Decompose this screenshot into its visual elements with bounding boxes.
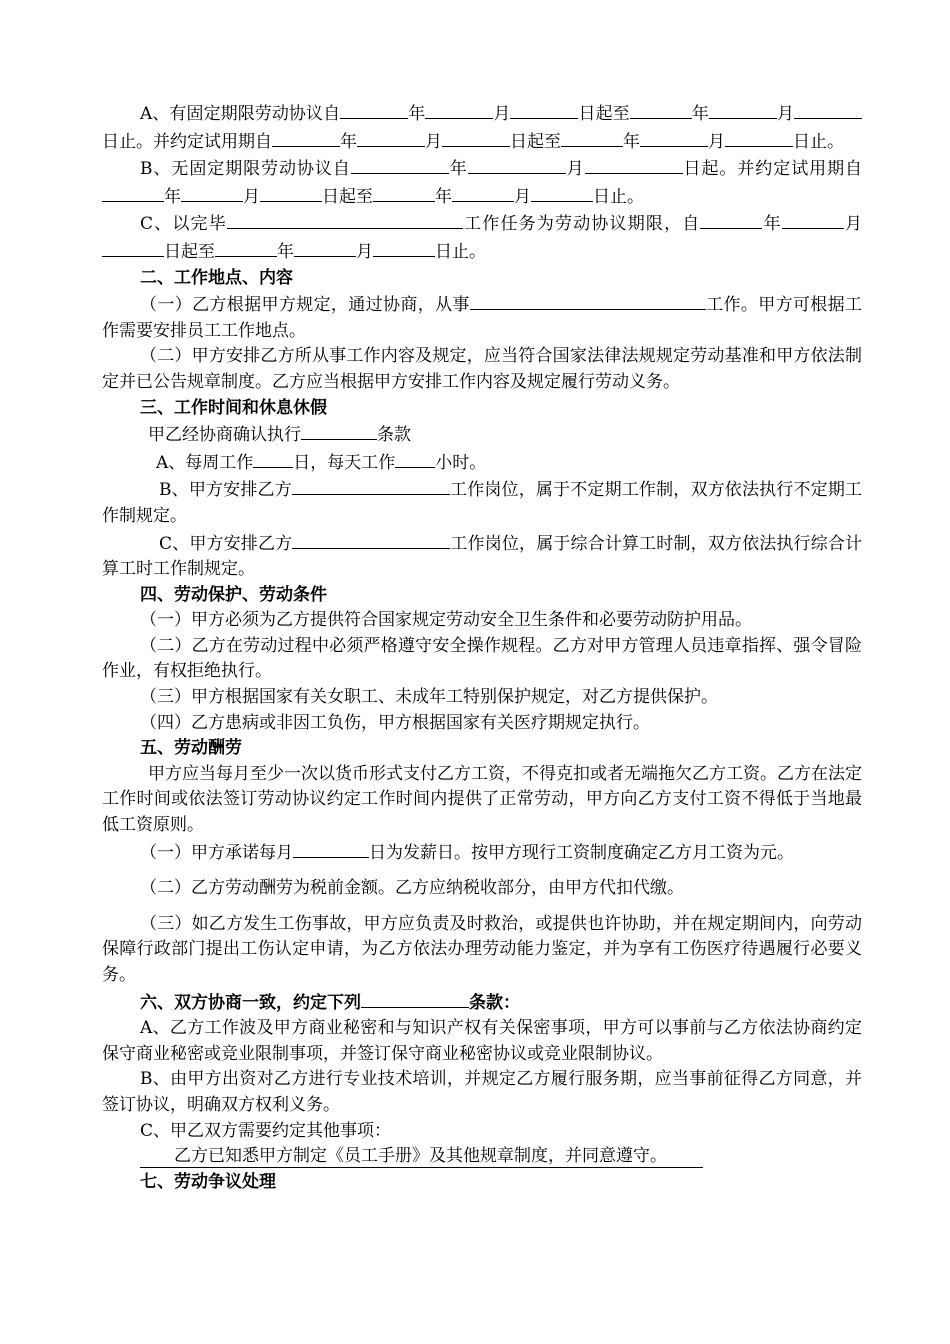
blank[interactable] — [425, 100, 493, 119]
s5-paragraph-2: （二）乙方劳动酬劳为税前金额。乙方应纳税收部分，由甲方代扣代缴。 — [140, 878, 684, 899]
section-heading-2: 二、工作地点、内容 — [140, 267, 293, 288]
s5-paragraph-1: （一）甲方承诺每月 日为发薪日。按甲方现行工资制度确定乙方月工资为元。 — [102, 839, 862, 867]
section-heading-4: 四、劳动保护、劳动条件 — [140, 584, 327, 605]
blank[interactable] — [272, 128, 340, 147]
blank[interactable] — [510, 100, 578, 119]
blank[interactable] — [340, 100, 408, 119]
s6-note-underlined — [102, 1144, 862, 1170]
section-heading-6: 六、双方协商一致，约定下列 条款： — [102, 989, 862, 1017]
contract-page — [102, 100, 862, 1195]
blank[interactable] — [395, 449, 435, 468]
s3-paragraph-0: 甲乙经协商确认执行 条款 — [102, 421, 862, 449]
s4-paragraph-2: （二）乙方在劳动过程中必须严格遵守安全操作规程。乙方对甲方管理人员违章指挥、强令冒险作业，有权拒绝执行。 — [102, 635, 862, 682]
s2-paragraph-2: （二）甲方安排乙方所从事工作内容及规定，应当符合国家法律法规规定劳动基准和甲方依法制定并已公告规章制度。乙方应当根据甲方安排工作内容及规定履行劳动义务。 — [102, 346, 862, 392]
blank[interactable] — [294, 238, 356, 257]
blank[interactable] — [227, 210, 463, 229]
s2-paragraph-1: （一）乙方根据甲方规定，通过协商，从事 工作。甲方可根据工作需要安排员工工作地点。 — [102, 291, 862, 344]
s5-paragraph-3: （三）如乙方发生工伤事故，甲方应负责及时救治，或提供也许协助，并在规定期间内，向劳动保障行政部门提出工伤认定申请，为乙方依法办理劳动能力鉴定，并为享有工伤医疗待遇履行必要义务。 — [102, 913, 862, 985]
blank[interactable] — [102, 183, 164, 202]
blank[interactable] — [468, 155, 566, 174]
blank[interactable] — [630, 100, 692, 119]
blank[interactable] — [700, 210, 762, 229]
blank[interactable] — [357, 128, 425, 147]
blank[interactable] — [709, 100, 777, 119]
blank[interactable] — [470, 291, 706, 310]
blank[interactable] — [725, 128, 793, 147]
blank[interactable] — [561, 128, 623, 147]
blank[interactable] — [640, 128, 708, 147]
note-line: 乙方已知悉甲方制定《员工手册》及其他规章制度，并同意遵守。 — [140, 1145, 703, 1168]
blank[interactable] — [442, 128, 510, 147]
blank[interactable] — [215, 238, 277, 257]
clause-a-fixed-term: A、有固定期限劳动协议自 年 月 日起至 年 月日止。并约定试用期自 年 月 日起至 年 月 日止。 — [102, 100, 862, 155]
section-heading-3: 三、工作时间和休息休假 — [140, 397, 327, 418]
blank[interactable] — [293, 839, 369, 858]
blank[interactable] — [102, 238, 164, 257]
s4-paragraph-1: （一）甲方必须为乙方提供符合国家规定劳动安全卫生条件和必要劳动防护用品。 — [140, 610, 752, 631]
s6-paragraph-c: C、甲乙双方需要约定其他事项： — [140, 1120, 392, 1141]
s3-paragraph-c: C、甲方安排乙方 工作岗位，属于综合计算工时制，双方依法执行综合计算工时工作制规定。 — [102, 530, 862, 583]
s6-paragraph-a: A、乙方工作波及甲方商业秘密和与知识产权有关保密事项，甲方可以事前与乙方依法协商约定保守商业秘密或竞业限制事项，并签订保守商业秘密协议或竞业限制协议。 — [102, 1018, 862, 1064]
blank[interactable] — [292, 530, 450, 549]
section-heading-5: 五、劳动酬劳 — [140, 738, 242, 759]
s3-paragraph-b: B、甲方安排乙方 工作岗位，属于不定期工作制，双方依法执行不定期工作制规定。 — [102, 476, 862, 529]
blank[interactable] — [253, 449, 293, 468]
blank[interactable] — [292, 476, 450, 495]
blank[interactable] — [351, 155, 449, 174]
blank[interactable] — [585, 155, 683, 174]
s3-paragraph-a: A、每周工作 日，每天工作 小时。 — [102, 449, 862, 477]
section-heading-7: 七、劳动争议处理 — [140, 1171, 276, 1192]
blank[interactable] — [782, 210, 844, 229]
blank[interactable] — [181, 183, 243, 202]
blank[interactable] — [301, 421, 377, 440]
blank[interactable] — [361, 989, 469, 1008]
blank[interactable] — [452, 183, 514, 202]
blank[interactable] — [794, 100, 862, 119]
s4-paragraph-3: （三）甲方根据国家有关女职工、未成年工特别保护规定，对乙方提供保护。 — [140, 687, 718, 708]
blank[interactable] — [373, 183, 435, 202]
blank[interactable] — [531, 183, 593, 202]
s4-paragraph-4: （四）乙方患病或非因工负伤，甲方根据国家有关医疗期规定执行。 — [140, 712, 650, 733]
s5-paragraph-0: 甲方应当每月至少一次以货币形式支付乙方工资，不得克扣或者无端拖欠乙方工资。乙方在法定工作时间或依法签订劳动协议约定工作时间内提供了正常劳动，甲方向乙方支付工资不得低于当地最低工资原则。 — [102, 763, 862, 836]
s6-paragraph-b: B、由甲方出资对乙方进行专业技术培训，并规定乙方履行服务期，应当事前征得乙方同意，并签订协议，明确双方权利义务。 — [102, 1069, 862, 1115]
blank[interactable] — [373, 238, 435, 257]
clause-c-task-term: C、以完毕 工作任务为劳动协议期限，自 年 月日起至 年 月 日止。 — [102, 210, 862, 265]
blank[interactable] — [260, 183, 322, 202]
clause-b-open-term: B、无固定期限劳动协议自 年 月 日起。并约定试用期自年 月 日起至 年 月 日止。 — [102, 155, 862, 210]
